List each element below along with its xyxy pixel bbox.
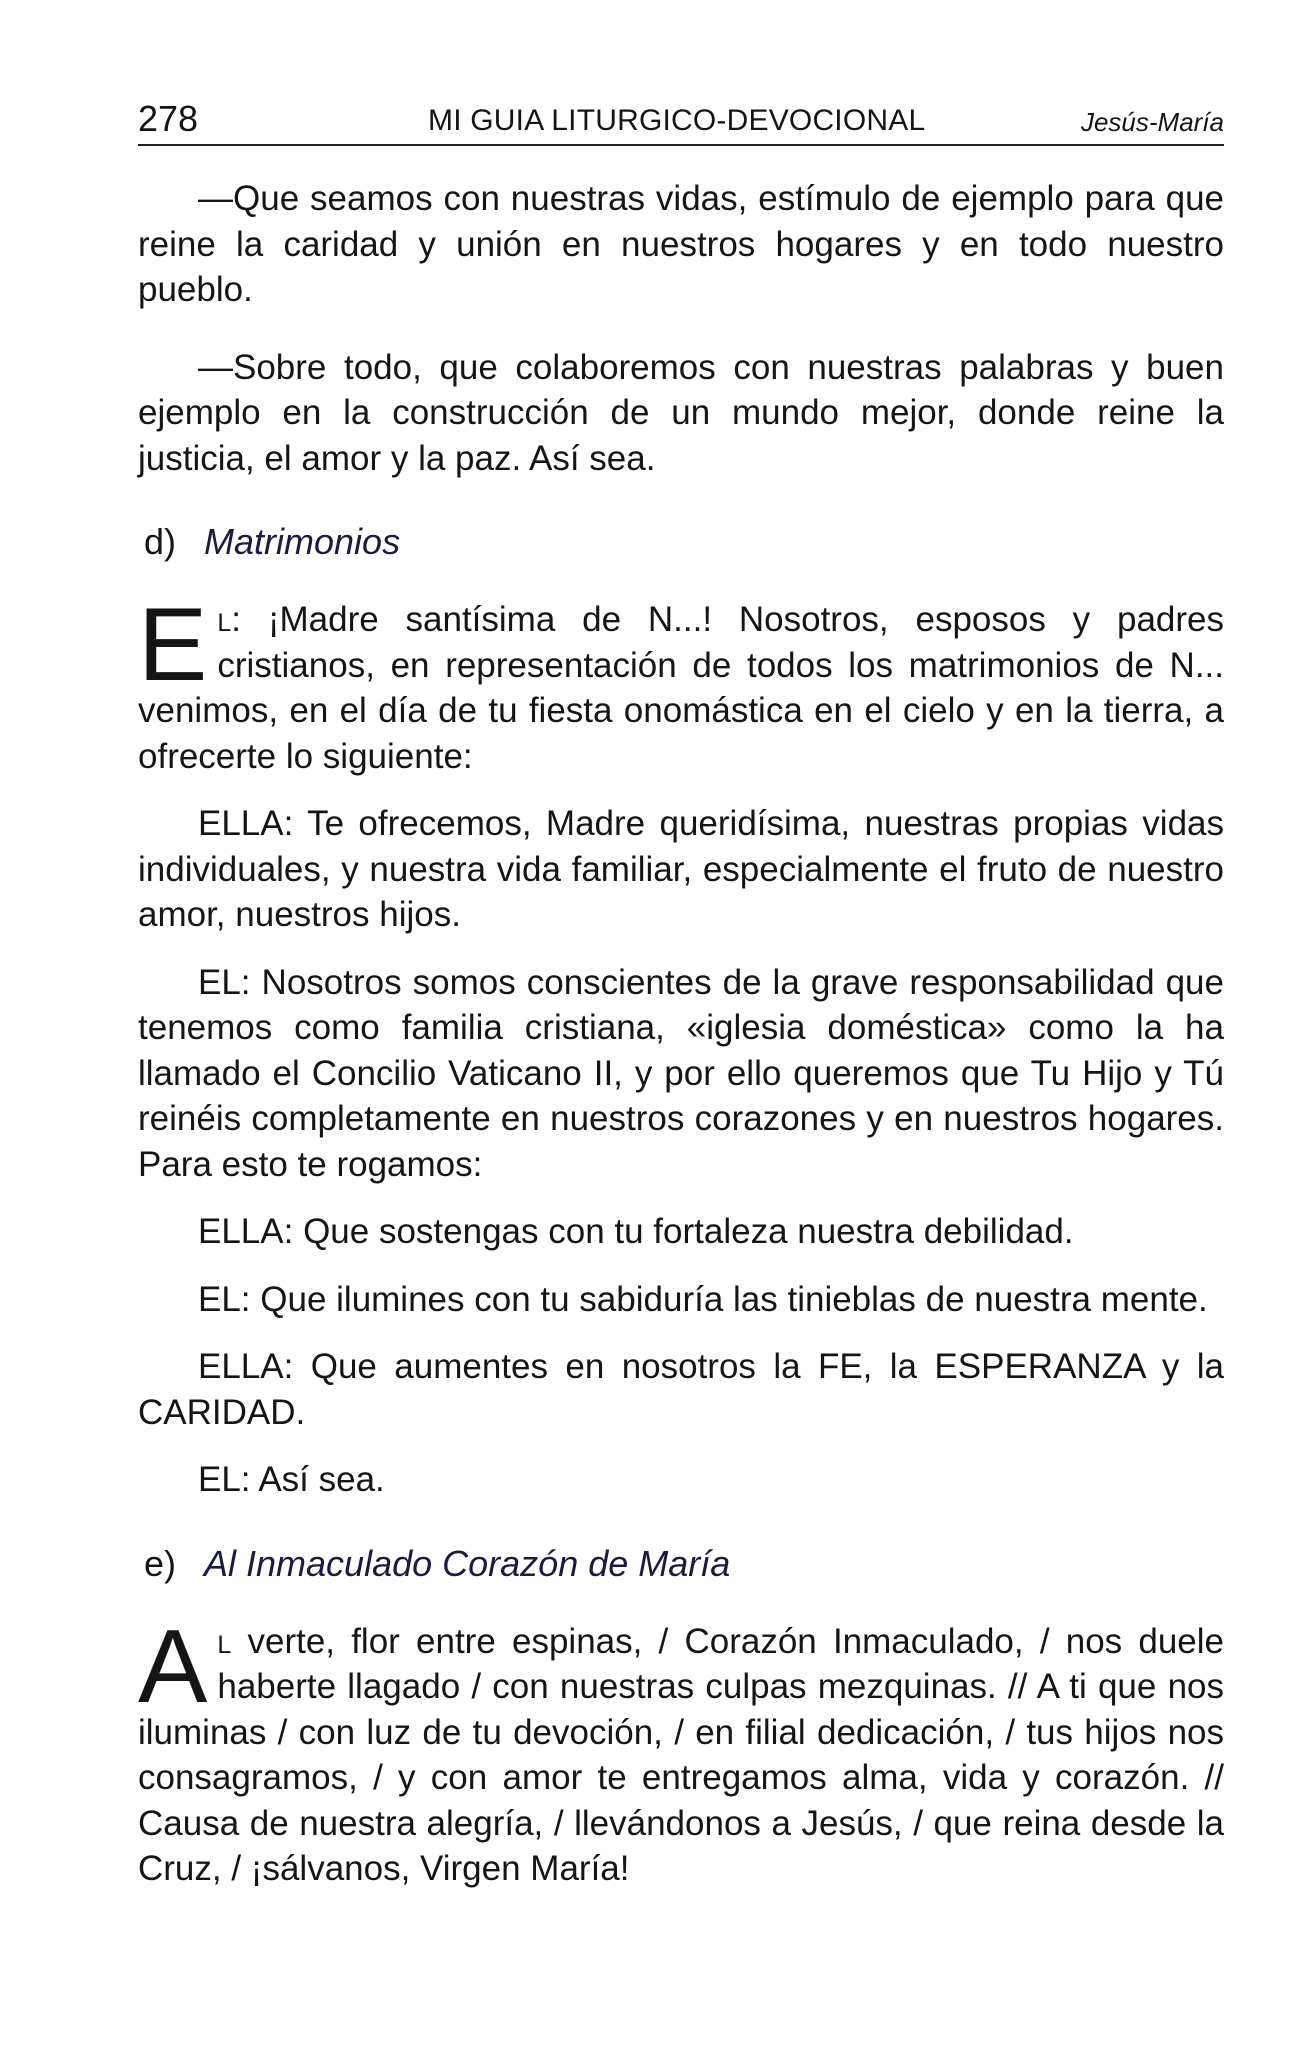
dropcap-a: A <box>138 1608 208 1725</box>
section-d-lead: l: <box>217 600 242 639</box>
book-page <box>138 92 1224 1892</box>
dialogue-line: EL: Que ilumines con tu sabiduría las tinieblas de nuestra mente. <box>198 1279 1208 1319</box>
section-d-letter: d) <box>144 521 177 562</box>
section-e-title: Al Inmaculado Corazón de María <box>204 1542 731 1584</box>
section-e-poem-text: verte, flor entre espinas, / Corazón Inmaculado, / nos duele haberte llagado / con nuestras culpas mezquinas. // A ti que nos iluminas / con luz de tu devoción, / en filial dedicación, / tus hijos nos consagramos, / y con amor te entregamos alma, vida y corazón. // Causa de nuestra alegría, / llevándonos a Jesús, / que reina desde la Cruz, / ¡sálvanos, Virgen María! <box>138 1621 1224 1888</box>
section-d-title: Matrimonios <box>204 521 401 562</box>
page-header <box>138 92 1224 146</box>
section-e-lead: l <box>217 1621 232 1661</box>
page-number: 278 <box>138 98 199 139</box>
dialogue-line: ELLA: Te ofrecemos, Madre queridísima, nuestras propias vidas individuales, y nuestra vida familiar, especialmente el fruto de nuestro amor, nuestros hijos. <box>138 804 1224 934</box>
section-e-poem <box>138 1608 1224 1892</box>
running-title: MI GUIA LITURGICO-DEVOCIONAL <box>428 104 926 137</box>
paragraph-1: —Que seamos con nuestras vidas, estímulo de ejemplo para que reine la caridad y unión en nuestros hogares y en todo nuestro pueblo. <box>138 179 1224 309</box>
section-e-letter: e) <box>144 1542 177 1584</box>
section-d-intro <box>138 587 1224 779</box>
section-d-heading <box>138 519 1224 565</box>
paragraph-2: —Sobre todo, que colaboremos con nuestras palabras y buen ejemplo en la construcción de un mundo mejor, donde reine la justicia, el amor y la paz. Así sea. <box>138 347 1224 478</box>
section-e-heading <box>138 1541 1224 1587</box>
dialogue-line: EL: Así sea. <box>198 1460 385 1499</box>
section-title: Jesús-María <box>1080 107 1224 137</box>
dialogue-line: ELLA: Que sostengas con tu fortaleza nuestra debilidad. <box>198 1212 1074 1251</box>
dialogue-line: ELLA: Que aumentes en nosotros la FE, la ESPERANZA y la CARIDAD. <box>138 1347 1224 1432</box>
section-d-intro-text: ¡Madre santísima de N...! Nosotros, esposos y padres cristianos, en representación de todos los matrimonios de N... venimos, en el día de tu fiesta onomástica en el cielo y en la tierra, a ofrecerte lo siguiente: <box>138 600 1224 776</box>
dropcap-e: E <box>138 587 208 703</box>
dialogue-line: EL: Nosotros somos conscientes de la grave responsabilidad que tenemos como familia cristiana, «iglesia doméstica» como la ha llamado el Concilio Vaticano II, y por ello queremos que Tu Hijo y Tú reinéis completamente en nuestros corazones y en nuestros hogares. Para esto te rogamos: <box>138 962 1224 1184</box>
